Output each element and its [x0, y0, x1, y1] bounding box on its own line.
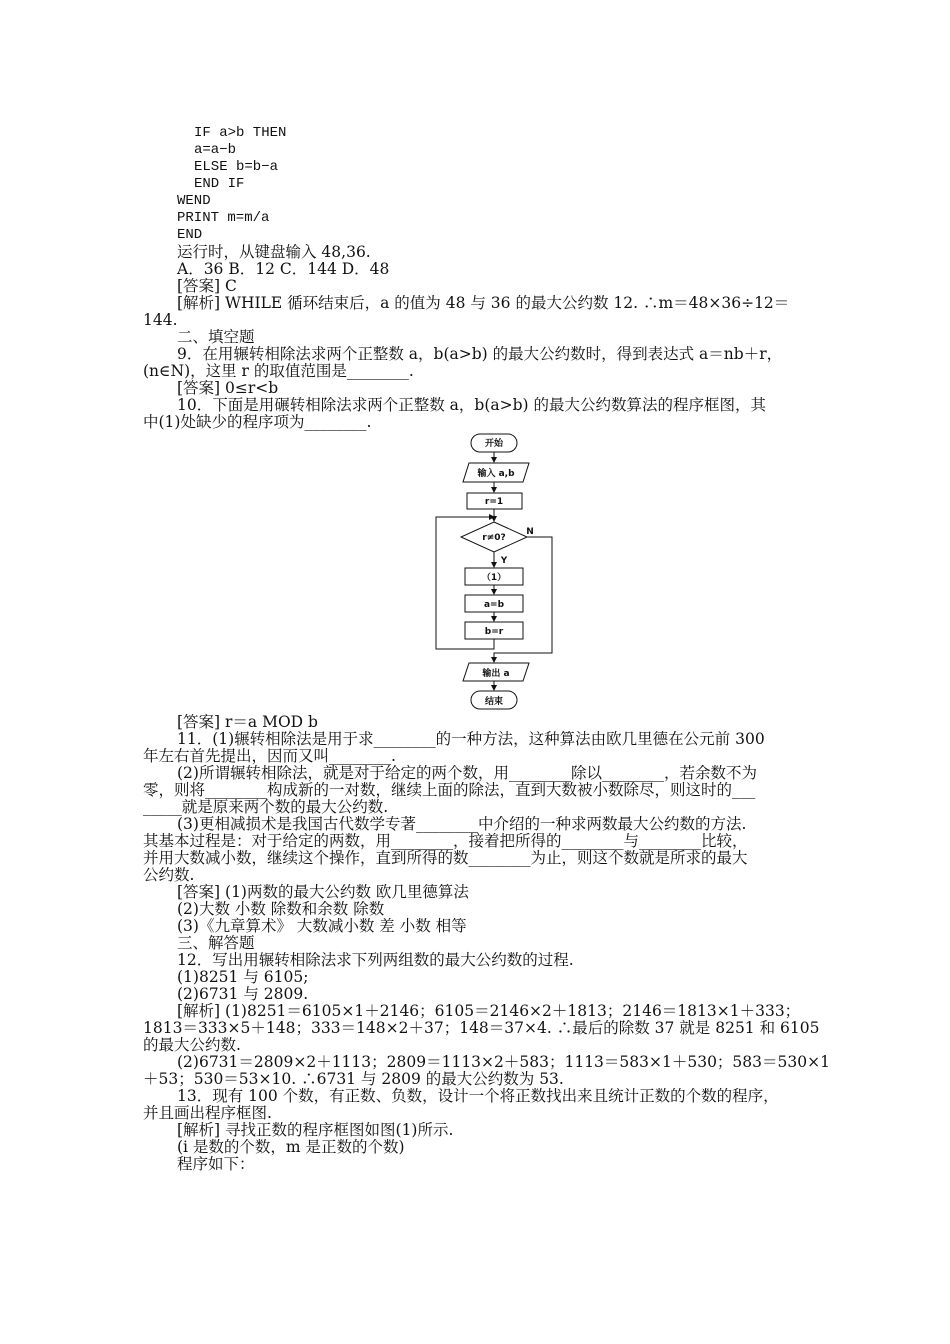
- q8-options: A．36 B．12 C．144 D．48: [177, 260, 390, 278]
- q11-answer2: (2)大数 小数 除数和余数 除数: [177, 900, 385, 918]
- q10-answer: [答案] r＝a MOD b: [177, 713, 318, 731]
- q11-line3: (2)所谓辗转相除法，就是对于给定的两个数，用________除以________，若余数不为: [177, 764, 757, 782]
- flowchart: [432, 430, 557, 715]
- q9-line1: 9．在用辗转相除法求两个正整数 a，b(a>b) 的最大公约数时，得到表达式 a＝nb＋r，: [177, 345, 783, 363]
- q12-analysis2: 1813＝333×5＋148；333＝148×2＋37；148＝37×4. ∴最后的除数 37 就是 8251 和 6105: [143, 1019, 820, 1037]
- q8-answer: [答案] C: [177, 277, 237, 295]
- code-line-if: IF a>b THEN: [194, 125, 287, 141]
- q13-line2: 并且画出程序框图.: [143, 1104, 272, 1122]
- q11-answer1: [答案] (1)两数的最大公约数 欧几里德算法: [177, 883, 469, 901]
- q13-analysis: [解析] 寻找正数的程序框图如图(1)所示.: [177, 1121, 454, 1139]
- q12-line2: (1)8251 与 6105;: [177, 968, 309, 986]
- q13-line1: 13．现有 100 个数，有正数、负数，设计一个将正数找出来且统计正数的个数的程序，: [177, 1087, 779, 1105]
- q10-line1: 10．下面是用碾转相除法求两个正整数 a，b(a>b) 的最大公约数算法的程序框图，其: [177, 396, 766, 414]
- flow-end-text: 结束: [484, 697, 504, 707]
- q11-line2: 年左右首先提出，因而又叫________.: [143, 747, 396, 765]
- flow-init-text: r=1: [484, 497, 504, 507]
- q11-line9: 公约数.: [143, 866, 195, 884]
- code-line-end: END: [177, 227, 203, 243]
- flow-start-text: 开始: [484, 439, 504, 449]
- q12-analysis4: (2)6731＝2809×2＋1113；2809＝1113×2＋583；1113＝583×1＋530；583＝530×1: [177, 1053, 830, 1071]
- code-line-wend: WEND: [177, 193, 211, 209]
- q8-analysis: [解析] WHILE 循环结束后，a 的值为 48 与 36 的最大公约数 12. ∴m＝48×36÷12＝: [177, 294, 790, 312]
- q12-analysis1: [解析] (1)8251＝6105×1＋2146；6105＝2146×2＋1813；2146＝1813×1＋333；: [177, 1002, 801, 1020]
- q11-line1: 11．(1)辗转相除法是用于求________的一种方法，这种算法由欧几里德在公元前 300: [177, 730, 765, 748]
- flow-output-text: 输出 a: [482, 669, 510, 679]
- flow-step1-text: （1）: [481, 573, 507, 583]
- q9-line2: (n∈N)，这里 r 的取值范围是________.: [143, 362, 414, 380]
- q11-line8: 并用大数减小数，继续这个操作，直到所得的数________为止，则这个数就是所求的最大: [143, 849, 748, 867]
- flow-step2-text: a=b: [483, 600, 505, 610]
- q13-program-label: 程序如下：: [177, 1155, 255, 1173]
- q11-line5: _____就是原来两个数的最大公约数.: [143, 798, 389, 816]
- q12-line1: 12．写出用辗转相除法求下列两组数的最大公约数的过程.: [177, 951, 574, 969]
- flow-cond-text: r≠0?: [482, 533, 506, 543]
- q11-line7: 其基本过程是：对于给定的两数，用________，接着把所得的________与________比较，: [143, 832, 748, 850]
- flow-input-text: 输入 a,b: [477, 469, 515, 479]
- q12-analysis3: 的最大公约数.: [143, 1036, 241, 1054]
- q13-note: (i 是数的个数，m 是正数的个数): [177, 1138, 405, 1156]
- q11-line6: (3)更相减损术是我国古代数学专著________中介绍的一种求两数最大公约数的方法.: [177, 815, 747, 833]
- code-line-endif: END IF: [194, 176, 245, 192]
- q12-line3: (2)6731 与 2809.: [177, 985, 309, 1003]
- q10-line2: 中(1)处缺少的程序项为________.: [143, 413, 372, 431]
- q8-analysis-cont: 144.: [143, 311, 178, 329]
- flow-step3-text: b=r: [484, 627, 504, 637]
- code-line-assign-a: a=a−b: [194, 142, 237, 158]
- q8-input-line: 运行时，从键盘输入 48,36.: [177, 243, 371, 261]
- flow-no-label: N: [526, 527, 534, 537]
- section-solutions: 三、解答题: [177, 934, 255, 952]
- code-line-else: ELSE b=b−a: [194, 159, 279, 175]
- q11-answer3: (3)《九章算术》 大数减小数 差 小数 相等: [177, 917, 467, 935]
- code-line-print: PRINT m=m/a: [177, 210, 270, 226]
- flow-yes-label: Y: [500, 556, 508, 566]
- q9-answer: [答案] 0≤r<b: [177, 379, 279, 397]
- section-fill-in: 二、填空题: [177, 328, 255, 346]
- q12-analysis5: ＋53；530＝53×10. ∴6731 与 2809 的最大公约数为 53.: [143, 1070, 564, 1088]
- q11-line4: 零，则将________构成新的一对数，继续上面的除法，直到大数被小数除尽，则这时的___: [143, 781, 756, 799]
